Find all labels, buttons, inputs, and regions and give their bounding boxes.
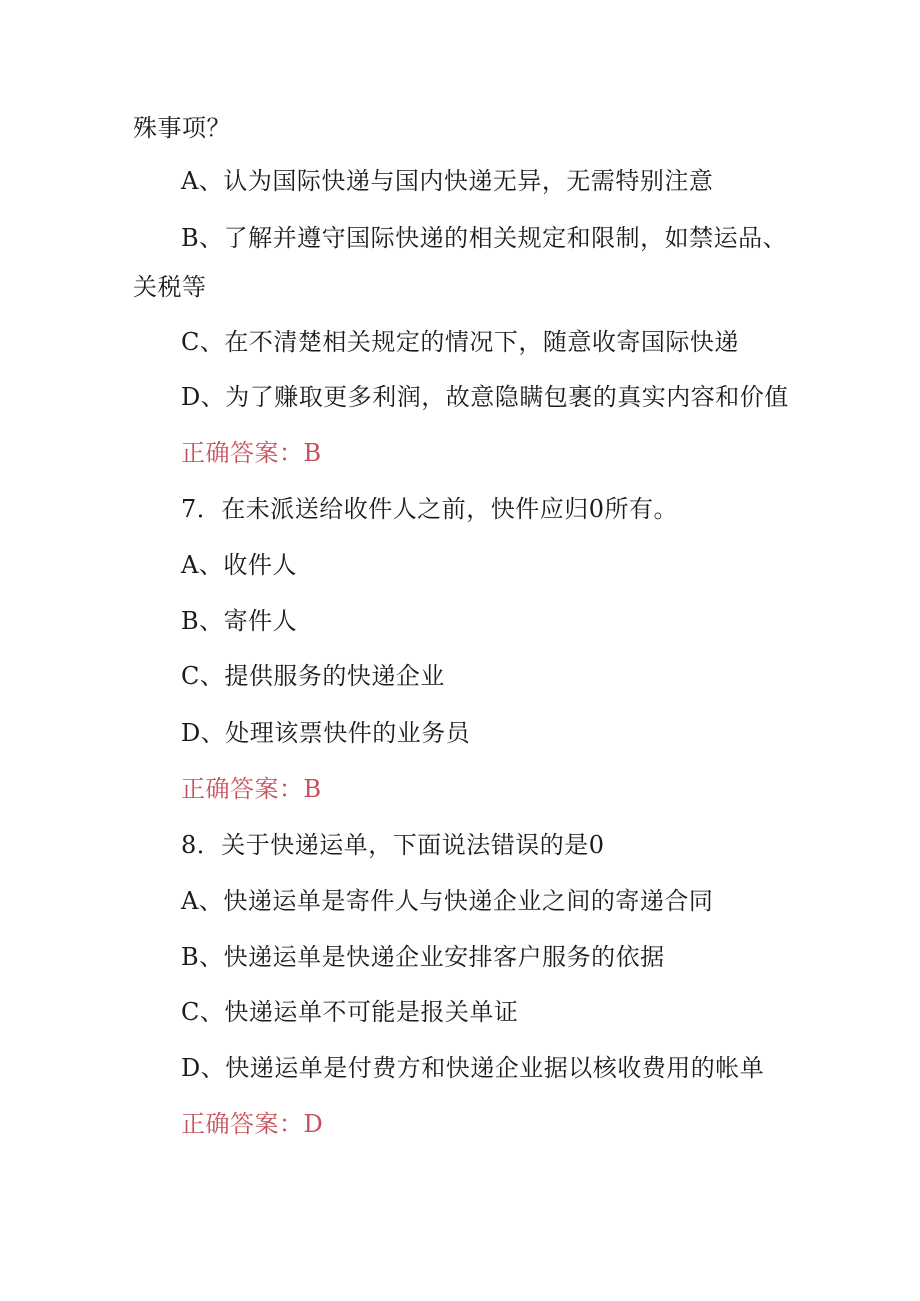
q8-stem: 8．关于快递运单，下面说法错误的是0	[181, 831, 605, 859]
q6-option-d: D、为了赚取更多利润，故意隐瞒包裹的真实内容和价值	[181, 383, 789, 411]
q8-option-d: D、快递运单是付费方和快递企业据以核收费用的帐单	[181, 1054, 765, 1082]
q6-answer: 正确答案：B	[181, 439, 322, 467]
q6-option-c: C、在不清楚相关规定的情况下，随意收寄国际快递	[181, 328, 739, 356]
q8-option-a: A、快递运单是寄件人与快递企业之间的寄递合同	[181, 887, 714, 915]
q6-stem-tail: 殊事项？	[133, 114, 231, 142]
q8-option-c: C、快递运单不可能是报关单证	[181, 998, 519, 1026]
q7-answer: 正确答案：B	[181, 775, 322, 803]
q7-option-d: D、处理该票快件的业务员	[181, 719, 471, 747]
q6-option-b-line1: B、了解并遵守国际快递的相关规定和限制，如禁运品、	[181, 224, 788, 252]
q7-option-a: A、收件人	[181, 551, 297, 579]
q6-option-a: A、认为国际快递与国内快递无异，无需特别注意	[181, 167, 714, 195]
q7-option-c: C、提供服务的快递企业	[181, 662, 445, 690]
q7-stem: 7．在未派送给收件人之前，快件应归0所有。	[181, 495, 679, 523]
q7-option-b: B、寄件人	[181, 607, 298, 635]
q6-option-b-line2: 关税等	[133, 273, 207, 301]
q8-option-b: B、快递运单是快递企业安排客户服务的依据	[181, 943, 665, 971]
q8-answer: 正确答案：D	[181, 1110, 324, 1138]
